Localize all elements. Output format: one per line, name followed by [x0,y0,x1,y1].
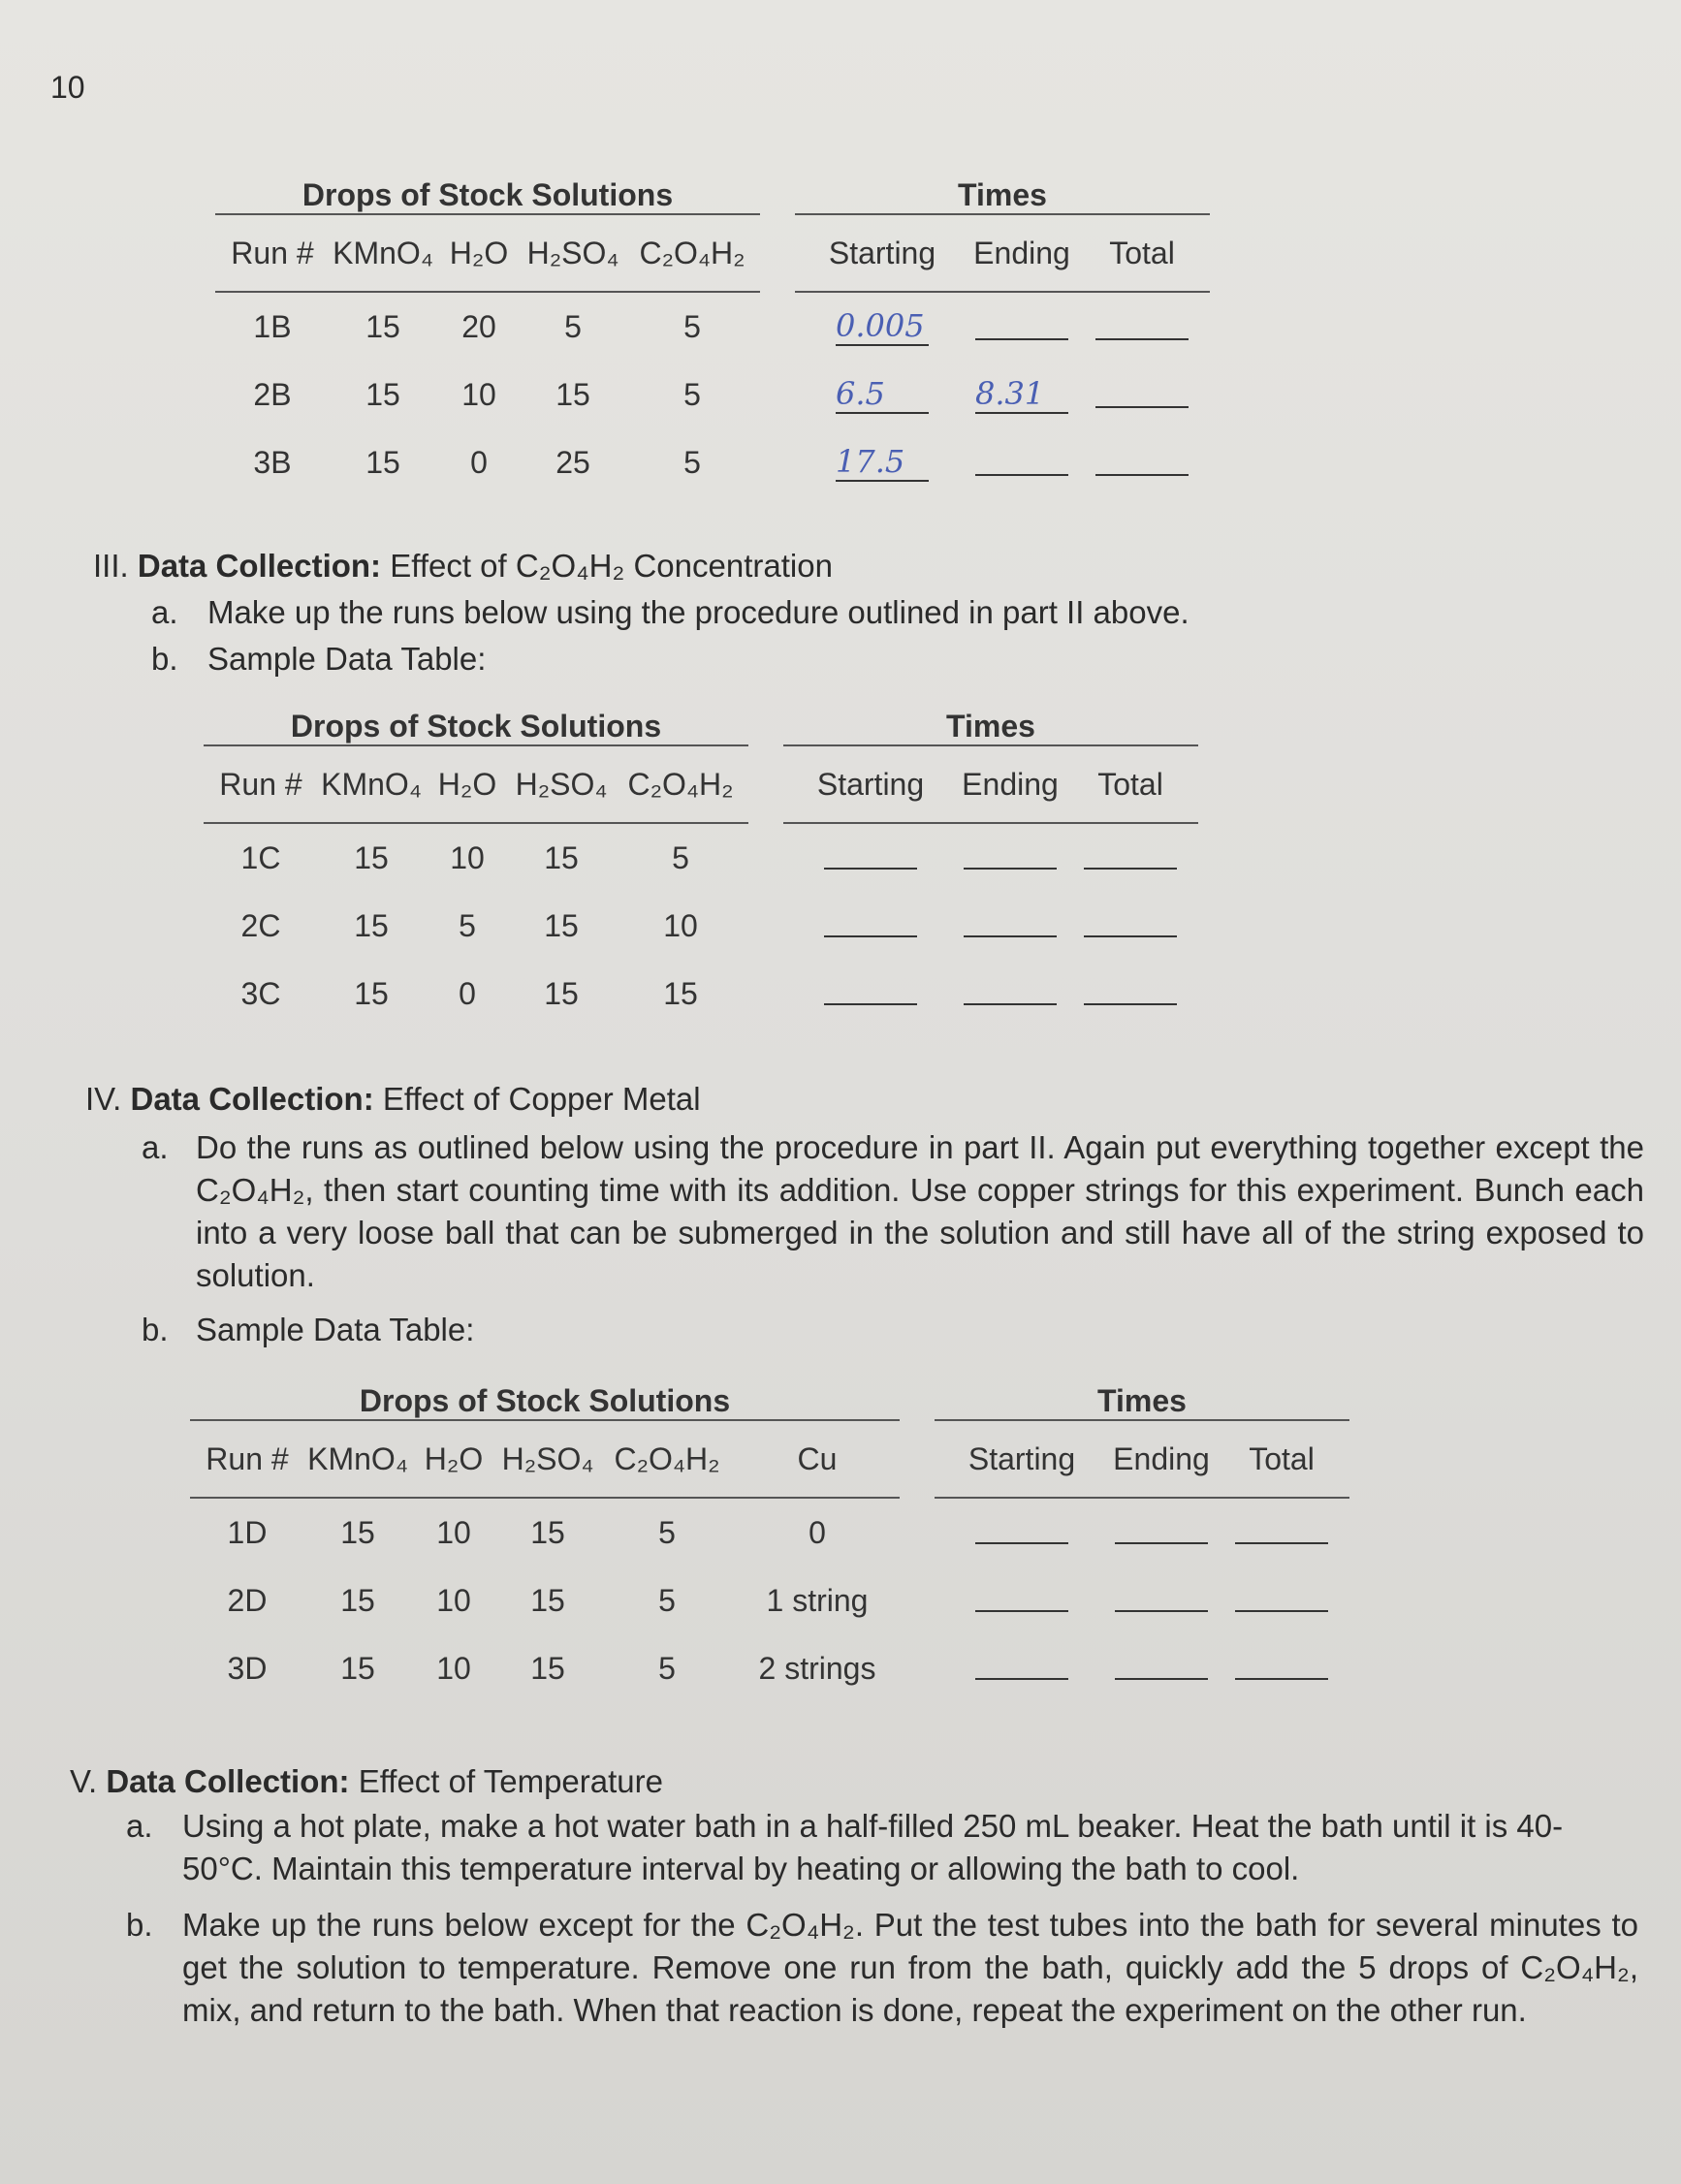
kmno4-cell: 15 [365,444,400,480]
h2so4-cell: 15 [544,907,579,943]
col-header-run: Run # [204,745,318,823]
c2o4h2-cell: 5 [672,839,689,875]
table-row [190,1498,1349,1567]
total-time-blank[interactable] [1084,839,1177,870]
kmno4-cell: 15 [365,376,400,412]
kmno4-cell: 15 [365,308,400,344]
starting-time-entry[interactable]: 0.005 [836,311,929,346]
kmno4-cell: 15 [340,1514,375,1550]
ending-time-blank[interactable] [964,839,1057,870]
col-header-run: Run # [215,214,330,292]
cu-cell: 0 [809,1514,826,1550]
h2so4-cell: 15 [530,1582,565,1618]
c2o4h2-cell: 5 [658,1650,676,1686]
table-row [215,361,1210,428]
table-row [190,1567,1349,1634]
c2o4h2-cell: 15 [663,975,698,1011]
col-header-starting: Starting [795,214,969,292]
ending-time-blank[interactable] [964,906,1057,937]
section-4-item-a: a. Do the runs as outlined below using the procedure in part II. Again put everything together except the C₂O₄H₂, then start counting time with its addition. Use copper strings for this experiment. Bunch each into a very loose ball that can be submerged in the solution and still have all of the string exposed to solution. [142,1129,1644,1293]
section-3-item-b: b. Sample Data Table: [151,641,487,677]
col-header-h2o: H₂O [436,214,522,292]
total-time-blank[interactable] [1235,1649,1328,1680]
h2so4-cell: 15 [530,1650,565,1686]
ending-time-blank[interactable] [964,974,1057,1005]
starting-time-blank[interactable] [824,906,917,937]
section-label: Data Collection: [130,1081,374,1117]
col-header-starting: Starting [783,745,958,823]
h2so4-cell: 15 [530,1514,565,1550]
h2o-cell: 10 [436,1650,471,1686]
table-row [215,428,1210,496]
section-5-item-a: a. Using a hot plate, make a hot water bath in a half-filled 250 mL beaker. Heat the bath until it is 40-50°C. Maintain this temperature interval by heating or allowing the bath to cool. [126,1808,1564,1886]
col-header-c2o4h2: C₂O₄H₂ [613,745,748,823]
col-header-starting: Starting [935,1420,1109,1498]
ending-time-entry[interactable] [975,441,1068,476]
section-title: Effect of Temperature [358,1763,663,1799]
run-cell: 2B [253,376,292,412]
total-time-entry[interactable] [1095,373,1189,408]
col-header-kmno4: KMnO₄ [304,1420,411,1498]
section-3-heading [93,545,833,587]
section-4-item-b: b. Sample Data Table: [142,1312,475,1347]
col-header-total: Total [1063,745,1198,823]
total-time-blank[interactable] [1235,1513,1328,1544]
c2o4h2-cell: 10 [663,907,698,943]
col-header-kmno4: KMnO₄ [318,745,425,823]
data-table-d [190,1361,1349,1702]
table-row [190,1634,1349,1702]
group-header-drops: Drops of Stock Solutions [215,155,760,214]
group-header-drops: Drops of Stock Solutions [190,1361,900,1420]
data-table-b [215,155,1210,496]
c2o4h2-cell: 5 [683,308,701,344]
run-cell: 3C [240,975,281,1011]
col-header-h2o: H₂O [425,745,510,823]
total-time-entry[interactable] [1095,441,1189,476]
h2so4-cell: 15 [544,975,579,1011]
h2o-cell: 5 [459,907,476,943]
group-header-drops: Drops of Stock Solutions [204,686,748,745]
run-cell: 3B [253,444,292,480]
h2so4-cell: 25 [555,444,590,480]
c2o4h2-cell: 5 [683,444,701,480]
h2o-cell: 10 [450,839,485,875]
ending-time-blank[interactable] [1115,1649,1208,1680]
table-row [204,892,1198,960]
c2o4h2-cell: 5 [658,1514,676,1550]
h2so4-cell: 15 [544,839,579,875]
h2so4-cell: 5 [564,308,582,344]
c2o4h2-cell: 5 [658,1582,676,1618]
table-row [215,292,1210,361]
page-number: 10 [50,70,85,105]
table-row [204,823,1198,892]
kmno4-cell: 15 [340,1650,375,1686]
total-time-entry[interactable] [1095,305,1189,340]
run-cell: 3D [227,1650,268,1686]
section-label: Data Collection: [106,1763,350,1799]
ending-time-entry[interactable]: 8.31 [975,379,1068,414]
col-header-total: Total [1074,214,1210,292]
col-header-h2so4: H₂SO₄ [496,1420,599,1498]
kmno4-cell: 15 [354,975,389,1011]
cu-cell: 2 strings [758,1650,876,1686]
ending-time-blank[interactable] [1115,1513,1208,1544]
group-header-times: Times [795,155,1210,214]
run-cell: 2D [227,1582,268,1618]
section-title: Effect of C₂O₄H₂ Concentration [390,548,833,584]
section-5-item-b: b. Make up the runs below except for the C₂O₄H₂. Put the test tubes into the bath for several minutes to get the solution to temperature. Remove one run from the bath, quickly add the 5 drops of C₂O₄H₂, mix, and return to the bath. When that reaction is done, repeat the experiment on the other run. [126,1907,1638,2028]
starting-time-entry[interactable]: 6.5 [836,379,929,414]
group-header-times: Times [935,1361,1349,1420]
col-header-h2o: H₂O [411,1420,496,1498]
kmno4-cell: 15 [340,1582,375,1618]
total-time-blank[interactable] [1235,1581,1328,1612]
section-3-item-a: a. Make up the runs below using the procedure outlined in part II above. [151,594,1189,630]
starting-time-blank[interactable] [975,1649,1068,1680]
section-numeral: IV. [85,1081,122,1117]
kmno4-cell: 15 [354,839,389,875]
ending-time-entry[interactable] [975,305,1068,340]
total-time-blank[interactable] [1084,906,1177,937]
col-header-h2so4: H₂SO₄ [510,745,613,823]
col-header-c2o4h2: C₂O₄H₂ [624,214,760,292]
starting-time-blank[interactable] [824,974,917,1005]
col-header-cu: Cu [735,1420,900,1498]
section-title: Effect of Copper Metal [382,1081,701,1117]
col-header-ending: Ending [969,214,1074,292]
section-label: Data Collection: [137,548,382,584]
h2o-cell: 20 [461,308,496,344]
starting-time-blank[interactable] [824,839,917,870]
run-cell: 1C [240,839,281,875]
col-header-ending: Ending [958,745,1063,823]
run-cell: 1B [253,308,292,344]
h2so4-cell: 15 [555,376,590,412]
col-header-total: Total [1214,1420,1349,1498]
starting-time-blank[interactable] [975,1513,1068,1544]
ending-time-blank[interactable] [1115,1581,1208,1612]
h2o-cell: 10 [436,1582,471,1618]
h2o-cell: 0 [470,444,488,480]
c2o4h2-cell: 5 [683,376,701,412]
section-numeral: V. [70,1763,98,1799]
col-header-ending: Ending [1109,1420,1214,1498]
group-header-times: Times [783,686,1198,745]
col-header-h2so4: H₂SO₄ [522,214,624,292]
data-table-c [204,686,1198,1028]
run-cell: 2C [240,907,281,943]
kmno4-cell: 15 [354,907,389,943]
table-row [204,960,1198,1028]
h2o-cell: 10 [436,1514,471,1550]
col-header-c2o4h2: C₂O₄H₂ [599,1420,735,1498]
starting-time-entry[interactable]: 17.5 [836,447,929,482]
run-cell: 1D [227,1514,268,1550]
section-4-heading [85,1078,701,1121]
h2o-cell: 10 [461,376,496,412]
section-5-heading [70,1760,663,1803]
col-header-kmno4: KMnO₄ [330,214,436,292]
total-time-blank[interactable] [1084,974,1177,1005]
h2o-cell: 0 [459,975,476,1011]
starting-time-blank[interactable] [975,1581,1068,1612]
section-numeral: III. [93,548,129,584]
cu-cell: 1 string [766,1582,869,1618]
col-header-run: Run # [190,1420,304,1498]
